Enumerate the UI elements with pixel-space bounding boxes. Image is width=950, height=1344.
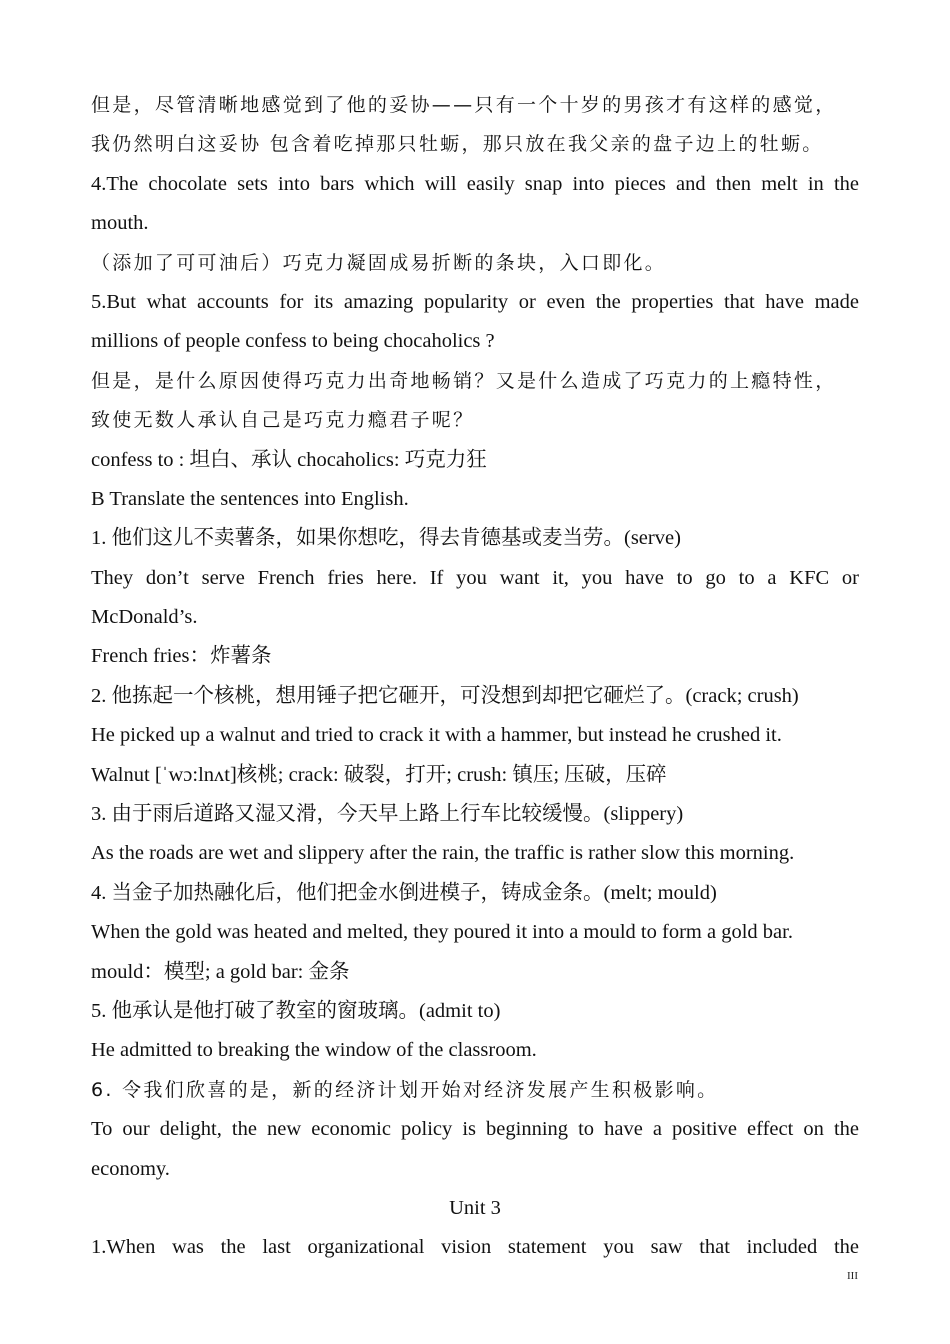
exercise-item-6-cn: 6. 令我们欣喜的是，新的经济计划开始对经济发展产生积极影响。 — [91, 1078, 719, 1101]
exercise-item-2-en: He picked up a walnut and tried to crack it with a hammer, but instead he crushed it. — [91, 724, 782, 747]
vocab-line-french-fries: French fries：炸薯条 — [91, 645, 272, 668]
vocab-line-mould: mould：模型; a gold bar: 金条 — [91, 960, 350, 983]
exercise-item-1-cn: 1. 他们这儿不卖薯条，如果你想吃，得去肯德基或麦当劳。(serve) — [91, 527, 681, 550]
text-line-cn-1: 但是，尽管清晰地感觉到了他的妥协——只有一个十岁的男孩才有这样的感觉， — [91, 94, 837, 116]
exercise-item-6-en: To our delight, the new economic policy is beginning to have a positive effect on the — [91, 1118, 859, 1141]
exercise-item-3-cn: 3. 由于雨后道路又湿又滑，今天早上路上行车比较缓慢。(slippery) — [91, 803, 684, 826]
unit-3-item-1: 1.When was the last organizational vision statement you saw that included the — [91, 1236, 859, 1259]
section-heading-b: B Translate the sentences into English. — [91, 487, 409, 510]
text-line-en-5: 5.But what accounts for its amazing popularity or even the properties that have made — [91, 290, 859, 313]
exercise-item-4-en: When the gold was heated and melted, they poured it into a mould to form a gold bar. — [91, 921, 793, 944]
exercise-item-5-en: He admitted to breaking the window of the classroom. — [91, 1039, 537, 1062]
vocab-line-confess: confess to : 坦白、承认 chocaholics: 巧克力狂 — [91, 448, 487, 471]
exercise-item-1-en-cont: McDonald’s. — [91, 606, 198, 629]
vocab-line-walnut: Walnut [ˈwɔ:lnʌt]核桃; crack: 破裂，打开; crush: 镇压; 压破，压碎 — [91, 763, 667, 786]
text-line-cn-2: 我仍然明白这妥协 包含着吃掉那只牡蛎，那只放在我父亲的盘子边上的牡蛎。 — [91, 133, 824, 156]
text-line-en-4-cont: mouth. — [91, 212, 149, 235]
unit-heading: Unit 3 — [449, 1196, 501, 1219]
text-line-en-4: 4.The chocolate sets into bars which will easily snap into pieces and then melt in the — [91, 172, 859, 195]
text-line-cn-5-translation: 但是，是什么原因使得巧克力出奇地畅销？又是什么造成了巧克力的上瘾特性， — [91, 369, 837, 392]
exercise-item-5-cn: 5. 他承认是他打破了教室的窗玻璃。(admit to) — [91, 999, 501, 1022]
page-number: III — [847, 1270, 858, 1282]
exercise-item-1-en: They don’t serve French fries here. If you want it, you have to go to a KFC or — [91, 566, 859, 589]
exercise-item-3-en: As the roads are wet and slippery after the rain, the traffic is rather slow this morning. — [91, 842, 795, 865]
exercise-item-4-cn: 4. 当金子加热融化后，他们把金水倒进模子，铸成金条。(melt; mould) — [91, 881, 717, 904]
text-line-cn-5-translation-cont: 致使无数人承认自己是巧克力瘾君子呢？ — [91, 409, 475, 432]
exercise-item-2-cn: 2. 他拣起一个核桃，想用锤子把它砸开，可没想到却把它砸烂了。(crack; crush) — [91, 684, 799, 707]
document-body — [91, 86, 859, 1268]
text-line-cn-4-translation: （添加了可可油后）巧克力凝固成易折断的条块，入口即化。 — [91, 251, 667, 274]
text-line-en-5-cont: millions of people confess to being chocaholics ? — [91, 330, 495, 353]
exercise-item-6-en-cont: economy. — [91, 1157, 170, 1180]
